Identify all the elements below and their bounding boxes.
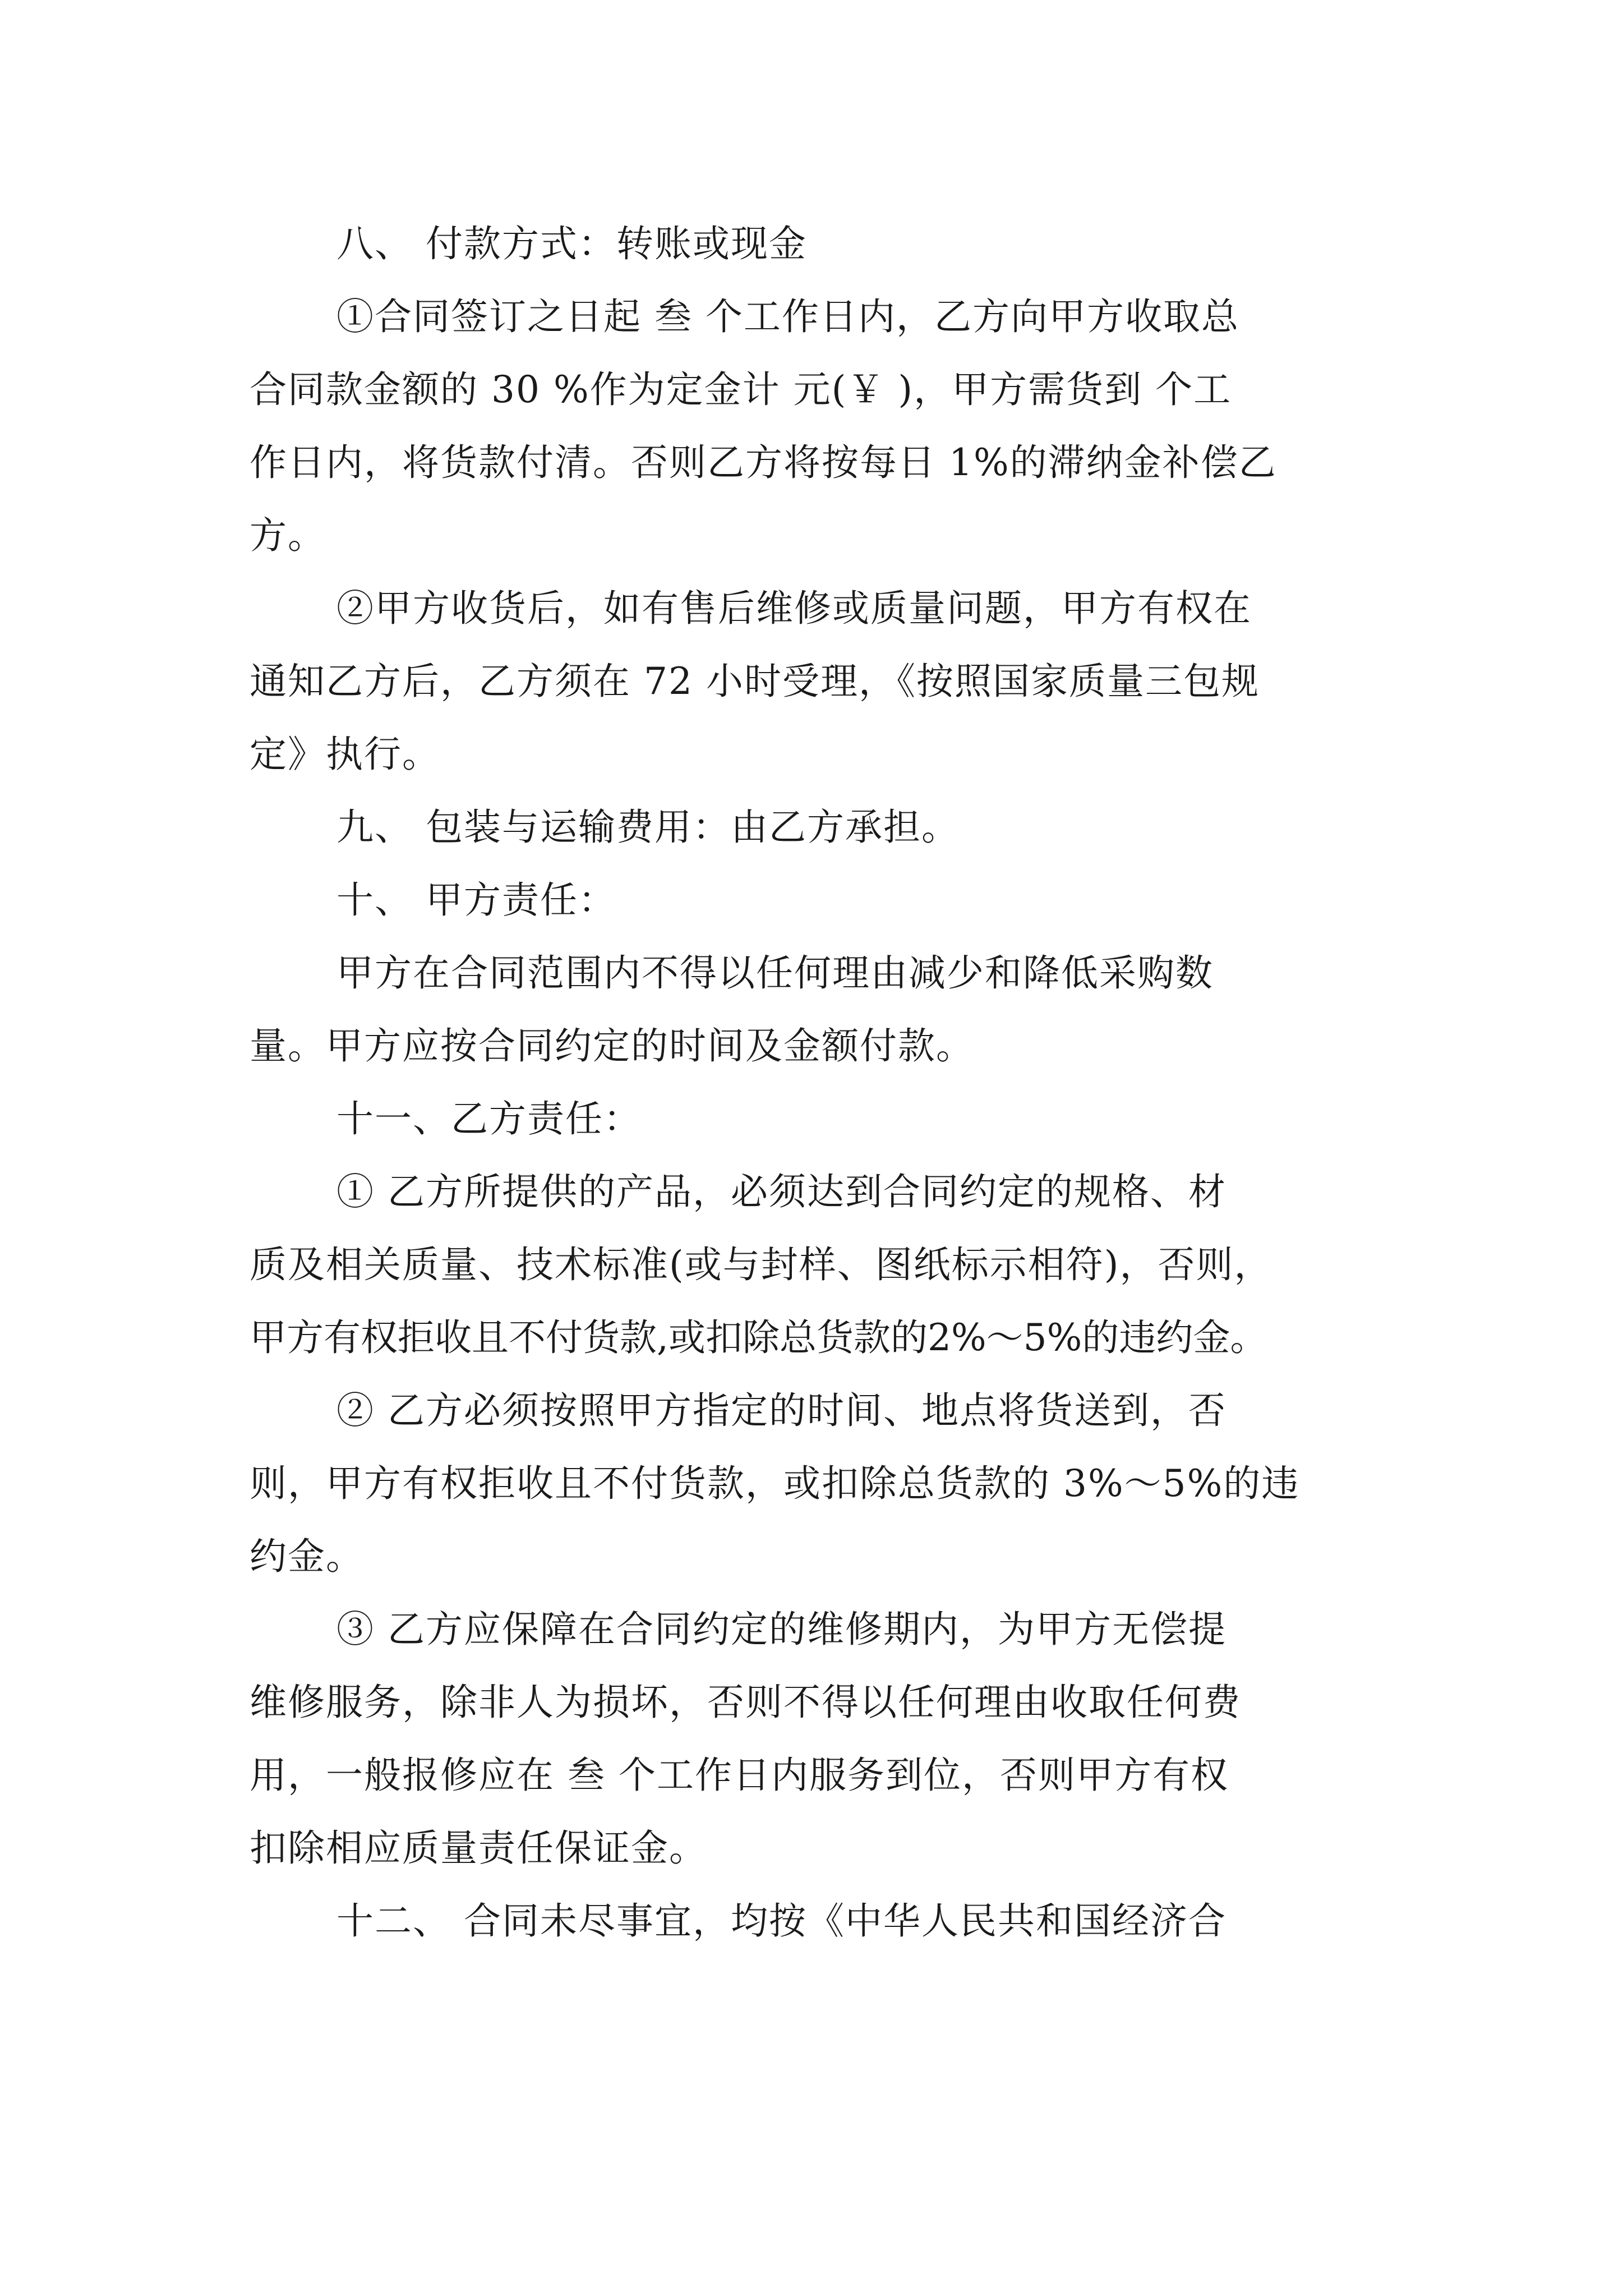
paragraph-line: ② 乙方必须按照甲方指定的时间、地点将货送到，否 (336, 1389, 1227, 1432)
section-11-heading: 十一、乙方责任： (336, 1097, 642, 1140)
paragraph-line: 作日内，将货款付清。否则乙方将按每日 1%的滞纳金补偿乙 (250, 441, 1277, 484)
paragraph-line: ③ 乙方应保障在合同约定的维修期内，为甲方无偿提 (336, 1608, 1227, 1651)
paragraph-line: 甲方在合同范围内不得以任何理由减少和降低采购数 (336, 951, 1214, 995)
section-8-heading: 八、 付款方式：转账或现金 (336, 222, 807, 265)
section-9-heading: 九、 包装与运输费用：由乙方承担。 (336, 806, 960, 849)
paragraph-line: 甲方有权拒收且不付货款,或扣除总货款的2%～5%的违约金。 (250, 1316, 1267, 1359)
section-12-heading: 十二、 合同未尽事宜，均按《中华人民共和国经济合 (336, 1899, 1227, 1943)
paragraph-line: 通知乙方后，乙方须在 72 小时受理，《按照国家质量三包规 (250, 660, 1260, 703)
paragraph-line: 方。 (250, 514, 326, 557)
paragraph-line: ①合同签订之日起 叁 个工作日内，乙方向甲方收取总 (336, 295, 1239, 338)
paragraph-line: 维修服务，除非人为损坏，否则不得以任何理由收取任何费 (250, 1681, 1241, 1724)
section-10-heading: 十、 甲方责任： (336, 878, 616, 922)
paragraph-line: ②甲方收货后，如有售后维修或质量问题，甲方有权在 (336, 587, 1252, 630)
paragraph-line: ① 乙方所提供的产品，必须达到合同约定的规格、材 (336, 1170, 1227, 1213)
paragraph-line: 扣除相应质量责任保证金。 (250, 1826, 707, 1870)
paragraph-line: 合同款金额的 30 %作为定金计 元(￥ )，甲方需货到 个工 (250, 368, 1232, 411)
paragraph-line: 定》执行。 (250, 733, 440, 776)
paragraph-line: 用，一般报修应在 叁 个工作日内服务到位，否则甲方有权 (250, 1754, 1229, 1797)
paragraph-line: 约金。 (250, 1535, 364, 1578)
paragraph-line: 则，甲方有权拒收且不付货款，或扣除总货款的 3%～5%的违 (250, 1462, 1300, 1505)
paragraph-line: 量。甲方应按合同约定的时间及金额付款。 (250, 1024, 974, 1068)
paragraph-line: 质及相关质量、技术标准(或与封样、图纸标示相符)，否则， (250, 1243, 1272, 1286)
